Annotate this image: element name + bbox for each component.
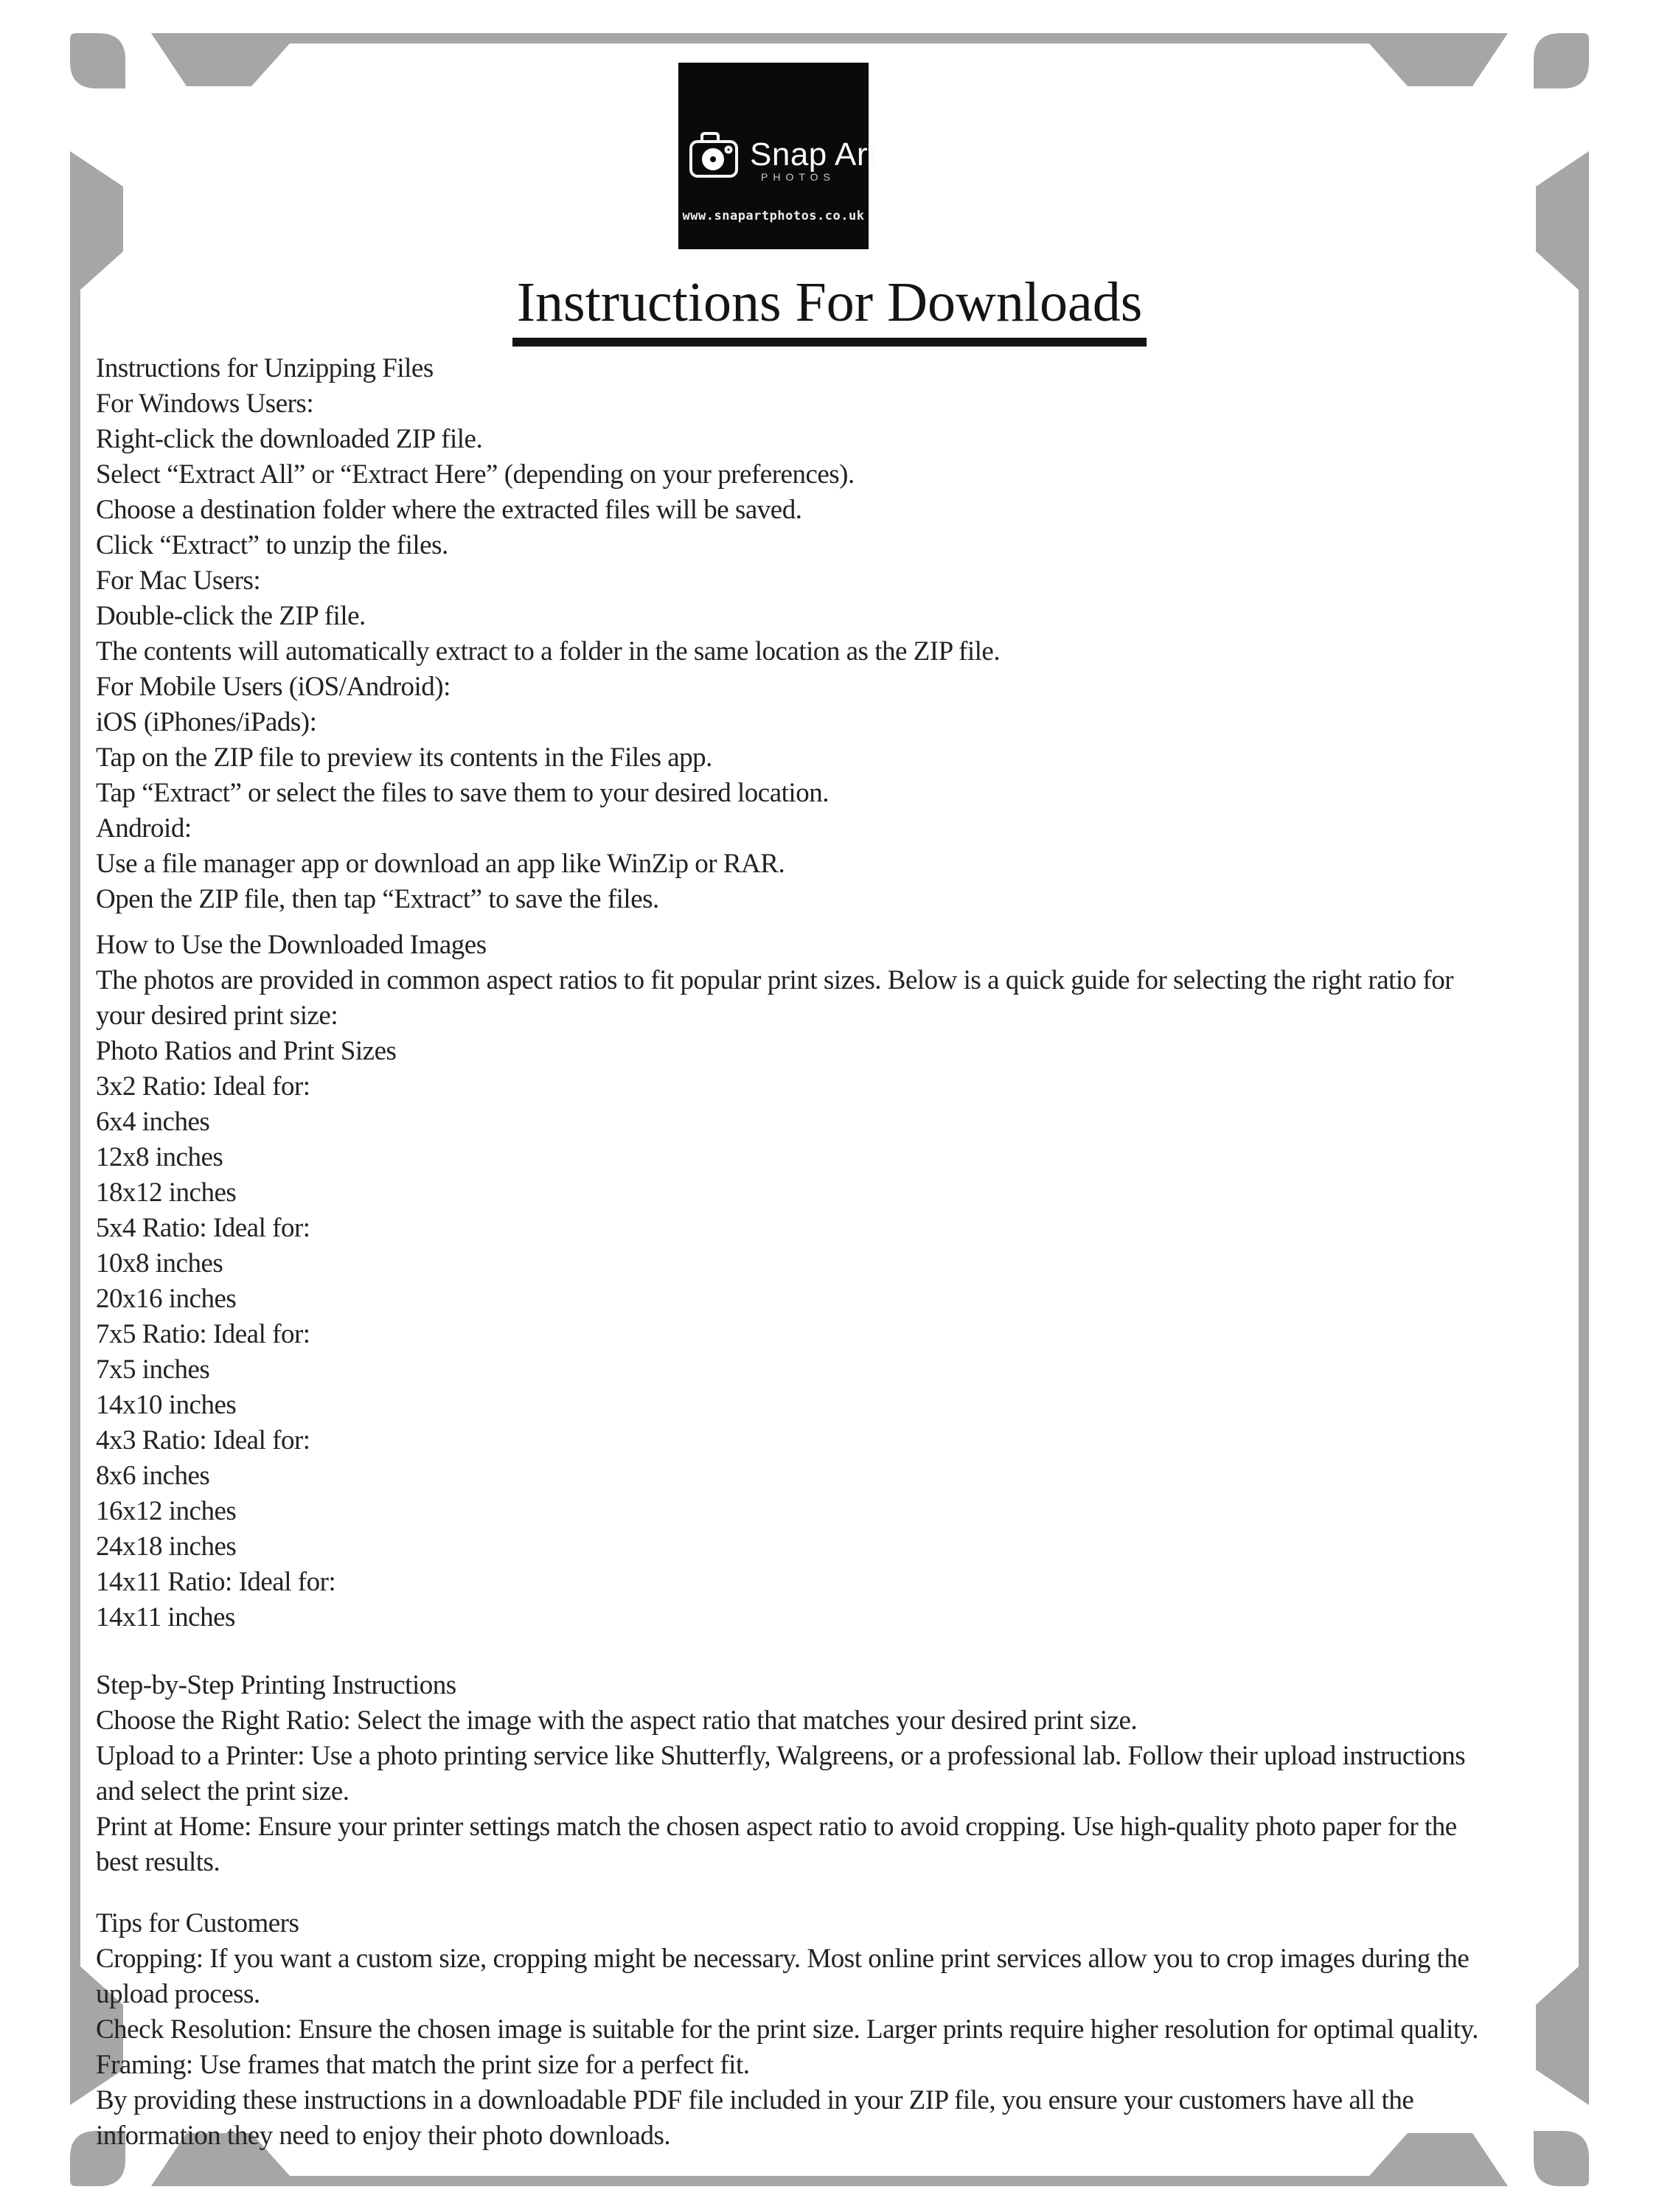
- text-line: For Mobile Users (iOS/Android):: [96, 672, 451, 702]
- text-line: For Mac Users:: [96, 566, 261, 596]
- text-line: Click “Extract” to unzip the files.: [96, 530, 448, 560]
- frame-corner-petal-top-left: [70, 33, 125, 88]
- text-line: 14x11 Ratio: Ideal for:: [96, 1567, 336, 1597]
- text-line: 20x16 inches: [96, 1284, 237, 1314]
- brand-name: Snap Art: [750, 136, 877, 173]
- text-line: 18x12 inches: [96, 1178, 237, 1208]
- text-line: 8x6 inches: [96, 1461, 210, 1491]
- text-line: Print at Home: Ensure your printer settings match the chosen aspect ratio to avoid cropping. Use high-quality photo paper for the: [96, 1812, 1457, 1842]
- text-line: 7x5 Ratio: Ideal for:: [96, 1319, 310, 1349]
- text-line: Upload to a Printer: Use a photo printing service like Shutterfly, Walgreens, or a professional lab. Follow their upload instructions: [96, 1741, 1466, 1771]
- text-line: and select the print size.: [96, 1776, 349, 1806]
- section-unzipping-instructions: [96, 351, 1578, 917]
- frame-corner-petal-top-right: [1534, 33, 1589, 88]
- text-line: 14x10 inches: [96, 1390, 237, 1420]
- text-line: Tap on the ZIP file to preview its contents in the Files app.: [96, 742, 712, 773]
- text-line: 4x3 Ratio: Ideal for:: [96, 1425, 310, 1455]
- text-line: upload process.: [96, 1979, 260, 2009]
- text-line: Photo Ratios and Print Sizes: [96, 1036, 397, 1066]
- text-line: Tap “Extract” or select the files to save them to your desired location.: [96, 778, 829, 808]
- brand-tagline: PHOTOS: [761, 171, 835, 183]
- text-line: Cropping: If you want a custom size, cropping might be necessary. Most online print services allow you to crop images during the: [96, 1944, 1470, 1974]
- text-line: best results.: [96, 1847, 220, 1877]
- text-line: 3x2 Ratio: Ideal for:: [96, 1071, 310, 1102]
- text-line: The contents will automatically extract to a folder in the same location as the ZIP file.: [96, 636, 1001, 667]
- text-line: 5x4 Ratio: Ideal for:: [96, 1213, 310, 1243]
- brand-website: www.snapartphotos.co.uk: [682, 209, 865, 223]
- text-line: Choose a destination folder where the extracted files will be saved.: [96, 495, 802, 525]
- section-how-to-use-images: [96, 928, 1578, 1635]
- text-line: Step-by-Step Printing Instructions: [96, 1670, 456, 1700]
- text-line: Right-click the downloaded ZIP file.: [96, 424, 483, 454]
- section-printing-instructions: [96, 1668, 1578, 1880]
- text-line: Double-click the ZIP file.: [96, 601, 366, 631]
- text-line: Use a file manager app or download an app like WinZip or RAR.: [96, 849, 785, 879]
- title-wrap: [0, 271, 1659, 347]
- text-line: By providing these instructions in a downloadable PDF file included in your ZIP file, you ensure your customers have all the: [96, 2085, 1414, 2115]
- text-line: Framing: Use frames that match the print size for a perfect fit.: [96, 2050, 750, 2080]
- text-line: 12x8 inches: [96, 1142, 223, 1172]
- text-line: Choose the Right Ratio: Select the image with the aspect ratio that matches your desired print size.: [96, 1705, 1138, 1736]
- page-title: Instructions For Downloads: [512, 274, 1147, 347]
- text-line: 6x4 inches: [96, 1107, 210, 1137]
- text-line: iOS (iPhones/iPads):: [96, 707, 317, 737]
- text-line: 10x8 inches: [96, 1248, 223, 1279]
- text-line: Check Resolution: Ensure the chosen image is suitable for the print size. Larger prints require higher resolution for optimal quality.: [96, 2014, 1479, 2045]
- text-line: 14x11 inches: [96, 1602, 235, 1632]
- text-line: Select “Extract All” or “Extract Here” (depending on your preferences).: [96, 459, 855, 490]
- text-line: For Windows Users:: [96, 389, 314, 419]
- text-line: 24x18 inches: [96, 1531, 237, 1562]
- text-line: How to Use the Downloaded Images: [96, 930, 487, 960]
- camera-flash-dot: [726, 147, 731, 153]
- brand-logo: [678, 63, 877, 249]
- text-line: 7x5 inches: [96, 1354, 210, 1385]
- text-line: Tips for Customers: [96, 1908, 299, 1938]
- text-line: Android:: [96, 813, 192, 844]
- camera-icon: [687, 129, 746, 181]
- section-tips-for-customers: [96, 1906, 1578, 2154]
- text-line: information they need to enjoy their photo downloads.: [96, 2121, 671, 2151]
- text-line: 16x12 inches: [96, 1496, 237, 1526]
- text-line: The photos are provided in common aspect ratios to fit popular print sizes. Below is a quick guide for selecting the right ratio for: [96, 965, 1454, 995]
- camera-lens-center: [710, 156, 716, 162]
- text-line: Instructions for Unzipping Files: [96, 353, 434, 383]
- text-line: your desired print size:: [96, 1001, 338, 1031]
- text-line: Open the ZIP file, then tap “Extract” to save the files.: [96, 884, 659, 914]
